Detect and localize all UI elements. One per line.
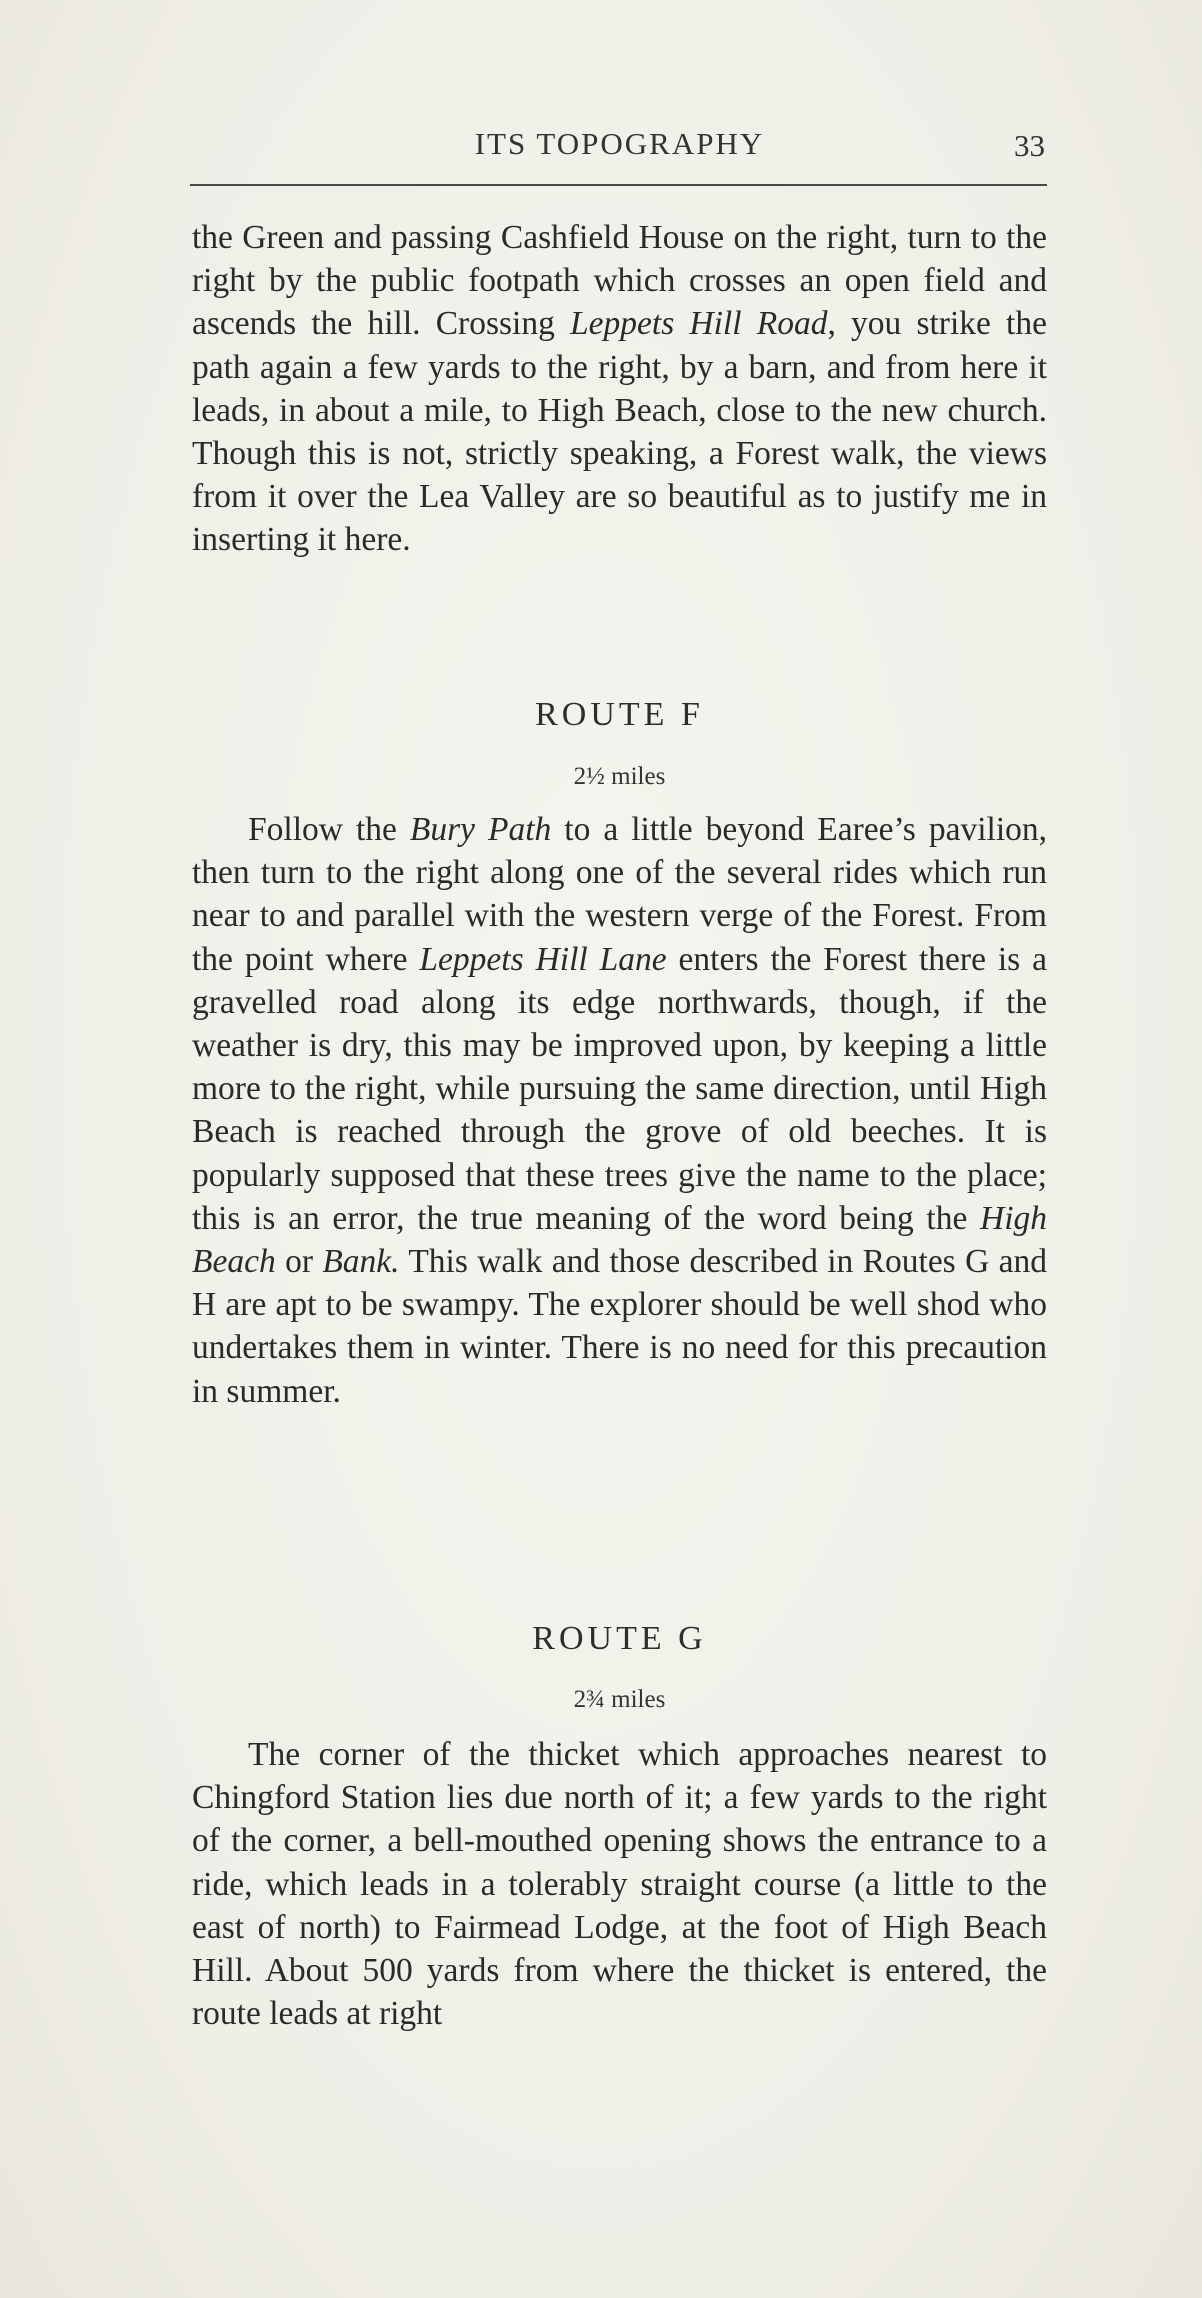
route-f-distance: 2½ miles: [573, 763, 666, 790]
running-head: [192, 126, 1047, 166]
paragraph-route-g: [192, 1733, 1047, 2035]
intro-text-block: [192, 216, 1047, 562]
text-run: Follow the: [248, 811, 410, 848]
text-run: or: [275, 1243, 323, 1281]
paragraph-route-f: [192, 808, 1047, 1413]
route-f-heading: ROUTE F: [535, 696, 704, 733]
italic-phrase: High Beach: [192, 1199, 1047, 1281]
text-run: The corner of the thicket which approaches nearest to Chingford Station lies due north of it; a few yards to the right of the corner, a bell-mouthed opening shows the entrance to a ride, which leads in a tolerably straight course (a little to the east of north) to Fairmead Lodge, at the foot of High Beach Hill. About 500 yards from where the thicket is entered, the route leads at right: [192, 1736, 1047, 2033]
running-title: ITS TOPOGRAPHY: [474, 126, 765, 161]
italic-phrase: Leppets Hill Road: [570, 305, 828, 343]
route-g-heading: ROUTE G: [532, 1620, 707, 1657]
paragraph-intro: [192, 216, 1047, 562]
italic-phrase: Bank.: [322, 1243, 400, 1281]
text-run: to a little beyond Earee’s pavilion, then turn to the right along one of the several rides which run near to and parallel with the western verge of the Forest. From the point where: [192, 811, 1048, 978]
route-g-distance: 2¾ miles: [573, 1686, 666, 1713]
text-run: the Green and passing Cashfield House on the right, turn to the right by the public footpath which crosses an open field and ascends the hill. Crossing: [192, 219, 1047, 343]
route-g-text-block: [192, 1733, 1047, 2035]
text-run: , you strike the path again a few yards to the right, by a barn, and from here it leads, in about a mile, to High Beach, close to the new church. Though this is not, strictly speaking, a Forest walk, the views from it over the Lea Valley are so beautiful as to justify me in inserting it here.: [192, 305, 1047, 559]
italic-phrase: Bury Path: [409, 811, 552, 848]
route-f-text-block: [192, 808, 1047, 1413]
italic-phrase: Leppets Hill Lane: [419, 940, 667, 978]
page-number: 33: [1014, 128, 1045, 163]
text-run: enters the Forest there is a gravelled road along its edge northwards, though, if the weather is dry, this may be improved upon, by keeping a little more to the right, while pursuing the same direction, until High Beach is reached through the grove of old beeches. It is popularly supposed that these trees give the name to the place; this is an error, the true meaning of the word being the: [192, 940, 1048, 1237]
header-rule: [190, 184, 1047, 186]
text-run: This walk and those described in Routes G and H are apt to be swampy. The explorer should be well shod who undertakes them in winter. There is no need for this precaution in summer.: [192, 1243, 1048, 1410]
